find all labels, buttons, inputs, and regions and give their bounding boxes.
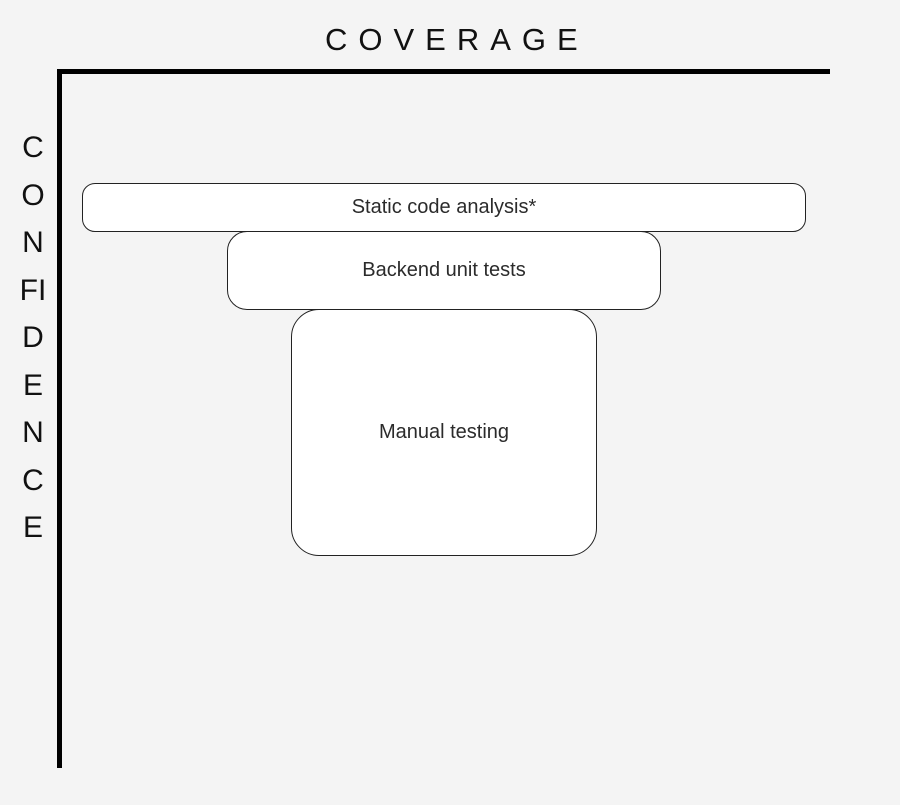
coverage-axis-title: COVERAGE bbox=[325, 22, 589, 57]
manual-testing-label: Manual testing bbox=[378, 421, 510, 443]
confidence-axis-title: CONFIDENCE bbox=[19, 131, 47, 544]
static-code-analysis-box bbox=[82, 183, 806, 232]
confidence-axis-line bbox=[57, 69, 62, 768]
manual-testing-box bbox=[291, 309, 597, 556]
backend-unit-tests-box bbox=[227, 231, 661, 310]
backend-unit-tests-label: Backend unit tests bbox=[362, 259, 526, 281]
coverage-axis-line bbox=[57, 69, 830, 74]
static-code-analysis-label: Static code analysis* bbox=[351, 196, 537, 218]
